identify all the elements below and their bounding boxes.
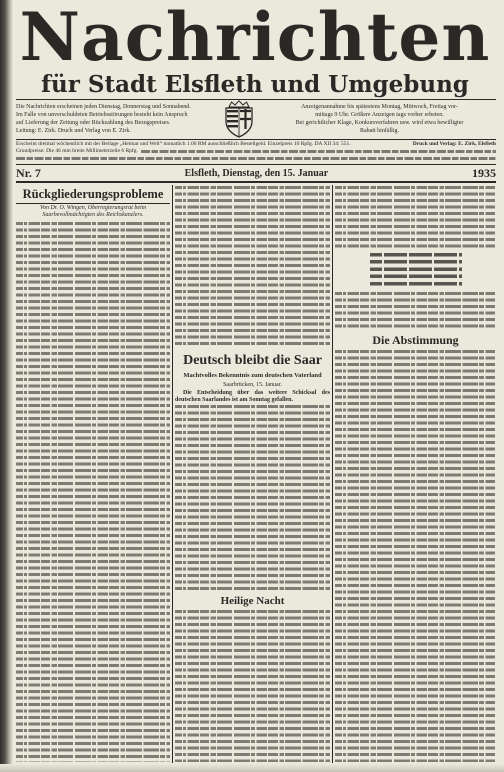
- body-text-lines: [175, 186, 330, 348]
- body-text-lines: [335, 292, 496, 330]
- page-bottom-edge: [0, 764, 504, 772]
- body-text-lines: [141, 150, 496, 153]
- body-text-lines: [16, 222, 170, 762]
- article-headline: Deutsch bleibt die Saar: [183, 353, 322, 368]
- notice-line: Leitung: E. Zirk. Druck und Verlag von E. Zirk.: [16, 128, 131, 134]
- advertising-notice: [263, 101, 496, 137]
- notice-line: Bei gerichtlicher Klage, Konkursverfahren usw. wird etwa bewilligter: [295, 120, 464, 126]
- info-rule-top: [16, 139, 496, 140]
- notice-line: Anzeigenannahme bis spätestens Montag, Mittwoch, Freitag vor-: [301, 104, 458, 110]
- article-headline: Heilige Nacht: [220, 595, 285, 607]
- column-divider: [172, 185, 173, 763]
- dateline-rule-bottom: [16, 181, 496, 183]
- article-headline: Die Abstimmung: [372, 333, 459, 347]
- binding-shadow: [0, 0, 13, 772]
- publication-notice: [16, 101, 214, 137]
- article-lead: Die Entscheidung über das weitere Schicksal des deutschen Saarlandes ist am Sonntag gefallen.: [175, 390, 330, 403]
- body-text-lines: [175, 405, 330, 592]
- dateline: [16, 166, 496, 181]
- notice-line: mittags 9 Uhr. Größere Anzeigen tags vorher erbeten.: [315, 112, 444, 118]
- body-text-lines: [335, 350, 496, 762]
- notice-line: auf Lieferung der Zeitung oder Rückzahlung des Bezugspreises.: [16, 120, 171, 126]
- masthead-title: Nachrichten: [19, 2, 491, 72]
- column-divider: [332, 185, 333, 763]
- body-text-lines: [175, 610, 330, 762]
- masthead-subtitle: für Stadt Elsfleth und Umgebung: [41, 71, 469, 98]
- publisher-text: Druck und Verlag: E. Zirk, Elsfleth: [412, 141, 496, 147]
- article-byline: Von Dr. O. Wingen, Oberregierungsrat beim Saarbevollmächtigten des Reichskanzlers.: [39, 205, 147, 218]
- notice-line: Die Nachrichten erscheinen jeden Dienstag, Donnerstag und Sonnabend.: [16, 104, 191, 110]
- article-dateline: Saarbrücken, 15. Januar.: [223, 382, 282, 388]
- place-date: Elsfleth, Dienstag, den 15. Januar: [184, 168, 329, 179]
- pricing-text: Grundpreise: Die 46 mm breite Millimeterzeile 6 Rpfg.: [16, 148, 138, 154]
- issue-number: Nr. 7: [16, 166, 41, 180]
- body-text-lines: [335, 186, 496, 250]
- coat-of-arms-icon: [219, 99, 259, 139]
- issue-year: 1935: [471, 166, 496, 180]
- notice-line: Im Falle von unverschuldeten Betriebsstörungen besteht kein Anspruch: [16, 112, 188, 118]
- poem-lines: [370, 253, 462, 289]
- subscription-info: [16, 141, 496, 163]
- article-headline: Rückgliederungsprobleme: [22, 187, 164, 201]
- article-subhead: Machtvolles Bekenntnis zum deutschen Vaterland: [183, 372, 322, 379]
- notice-line: Rabatt hinfällig.: [360, 128, 399, 134]
- headline-underline: [16, 203, 170, 204]
- body-text-lines: [16, 157, 496, 160]
- dateline-rule-top: [16, 164, 496, 165]
- subscription-text: Erscheint dreimal wöchentlich mit der Beilage „Heimat und Welt“ monatlich 1.00 RM ausschließlich Bestellgeld. Einzelpreis 10 Rpfg. DA XII 34: 551.: [16, 141, 351, 147]
